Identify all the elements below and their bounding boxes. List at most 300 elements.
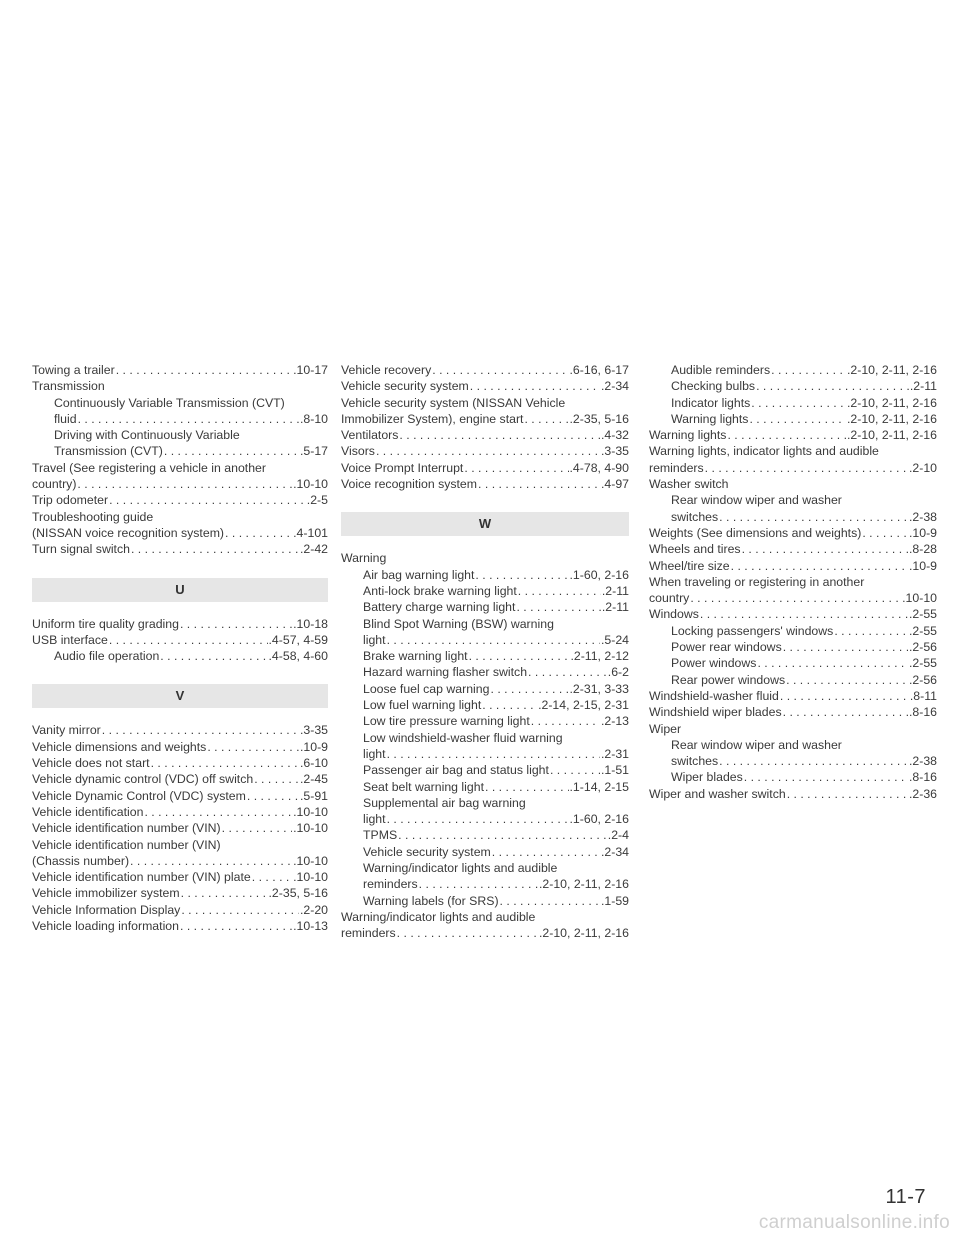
entry-text: Voice recognition system	[341, 477, 478, 492]
entry-text: Vehicle loading information	[32, 919, 179, 934]
dot-leader	[783, 704, 908, 720]
section-letter-header: U	[32, 578, 328, 602]
index-entry	[341, 427, 629, 443]
page-reference: .4-78, 4-90	[569, 460, 629, 475]
page-reference: .2-13	[600, 714, 629, 729]
index-entry	[32, 541, 328, 557]
index-entry	[341, 925, 629, 941]
index-entry	[341, 550, 629, 566]
dot-leader	[399, 427, 600, 443]
entry-text: Hazard warning flasher switch	[363, 665, 528, 680]
entry-text: Audio file operation	[54, 649, 160, 664]
page-reference: .1-60, 2-16	[569, 812, 629, 827]
entry-text: Rear window wiper and washer	[671, 493, 842, 508]
entry-text: Low tire pressure warning light	[363, 714, 530, 729]
page-reference: .2-10	[908, 460, 937, 475]
entry-text: Blind Spot Warning (BSW) warning	[363, 616, 554, 631]
index-entry	[32, 739, 328, 755]
page-reference: .2-55	[908, 656, 937, 671]
entry-text: Power rear windows	[671, 640, 782, 655]
page-reference: .2-31, 3-33	[569, 681, 629, 696]
page-reference: .6-16, 6-17	[569, 363, 629, 377]
dot-leader	[387, 632, 600, 648]
index-subentry	[341, 762, 629, 778]
index-entry	[32, 632, 328, 648]
index-entry	[649, 721, 937, 737]
page-reference: .2-56	[908, 640, 937, 655]
index-entry	[32, 902, 328, 918]
page-reference: .2-34	[600, 844, 629, 859]
index-entry	[32, 525, 328, 541]
dot-leader	[780, 688, 909, 704]
index-entry	[32, 509, 328, 525]
dot-leader	[744, 769, 908, 785]
page-reference: .4-101	[293, 525, 328, 540]
dot-leader	[786, 672, 908, 688]
index-subentry	[32, 427, 328, 443]
entry-text: Transmission	[32, 379, 105, 394]
page-reference: .8-16	[908, 705, 937, 720]
page-reference: .4-58, 4-60	[268, 649, 328, 664]
section-letter-header: W	[341, 512, 629, 536]
dot-leader	[518, 583, 601, 599]
entry-text: Wheel/tire size	[649, 558, 730, 573]
entry-text: Wiper and washer switch	[649, 786, 786, 801]
entry-text: Indicator lights	[671, 395, 751, 410]
entry-text: Vehicle recovery	[341, 363, 432, 377]
index-entry	[32, 476, 328, 492]
entry-text: TPMS	[363, 828, 398, 843]
index-entry	[341, 362, 629, 378]
page-reference: .6-2	[607, 665, 629, 680]
dot-leader	[247, 788, 299, 804]
dot-leader	[164, 443, 299, 459]
page-reference: .10-10	[293, 477, 328, 492]
index-subentry	[32, 411, 328, 427]
dot-leader	[834, 623, 908, 639]
page-reference: .10-13	[293, 919, 328, 934]
index-subentry	[649, 769, 937, 785]
dot-leader	[469, 648, 570, 664]
index-subentry	[341, 632, 629, 648]
page-reference: .5-17	[299, 444, 328, 459]
page-reference: .1-14, 2-15	[569, 779, 629, 794]
entry-text: Warning lights, indicator lights and audible	[649, 444, 879, 459]
page-reference: .10-10	[293, 853, 328, 868]
page-reference: .2-31	[600, 746, 629, 761]
dot-leader	[181, 902, 299, 918]
dot-leader	[102, 722, 299, 738]
entry-text: Windows	[649, 607, 699, 622]
index-subentry	[32, 395, 328, 411]
page-reference: .3-35	[600, 444, 629, 459]
entry-text: Vehicle Dynamic Control (VDC) system	[32, 788, 246, 803]
dot-leader	[398, 827, 607, 843]
index-entry	[32, 722, 328, 738]
entry-text: Vehicle security system (NISSAN Vehicle	[341, 395, 566, 410]
index-entry	[32, 837, 328, 853]
index-entry	[341, 909, 629, 925]
index-subentry	[341, 811, 629, 827]
dot-leader	[151, 755, 299, 771]
page-reference: .10-17	[293, 363, 328, 377]
index-entry	[32, 362, 328, 378]
entry-text: Vehicle security system	[363, 844, 491, 859]
page-reference: .10-10	[293, 821, 328, 836]
index-entry	[341, 443, 629, 459]
entry-text: When traveling or registering in another	[649, 574, 865, 589]
index-column-2	[341, 362, 629, 942]
dot-leader	[387, 746, 600, 762]
index-entry	[649, 476, 937, 492]
dot-leader	[757, 655, 908, 671]
index-subentry	[649, 672, 937, 688]
index-subentry	[649, 362, 937, 378]
dot-leader	[492, 844, 600, 860]
dot-leader	[490, 681, 568, 697]
page-reference: .2-14, 2-15, 2-31	[538, 698, 629, 713]
index-entry	[649, 525, 937, 541]
entry-text: Uniform tire quality grading	[32, 616, 179, 631]
entry-text: Washer switch	[649, 477, 729, 492]
dot-leader	[180, 918, 292, 934]
dot-leader	[387, 811, 569, 827]
index-entry	[32, 460, 328, 476]
entry-text: Rear window wiper and washer	[671, 737, 842, 752]
page-reference: .2-10, 2-11, 2-16	[846, 428, 937, 443]
entry-text: Voice Prompt Interrupt	[341, 460, 464, 475]
index-entry	[649, 574, 937, 590]
entry-text: Warning lights	[671, 411, 749, 426]
dot-leader	[742, 541, 908, 557]
entry-text: Battery charge warning light	[363, 600, 516, 615]
entry-text: Brake warning light	[363, 649, 468, 664]
index-entry	[649, 541, 937, 557]
entry-text: Vehicle immobilizer system	[32, 886, 180, 901]
entry-text: Anti-lock brake warning light	[363, 583, 517, 598]
dot-leader	[78, 411, 299, 427]
page-reference: .2-34	[600, 379, 629, 394]
entry-text: Weights (See dimensions and weights)	[649, 525, 862, 540]
page-reference: .2-10, 2-11, 2-16	[538, 877, 629, 892]
index-subentry	[649, 655, 937, 671]
page-reference: .10-10	[293, 870, 328, 885]
entry-text: light	[363, 632, 386, 647]
dot-leader	[225, 525, 292, 541]
dot-leader	[478, 476, 600, 492]
page-reference: .1-59	[600, 893, 629, 908]
dot-leader	[531, 713, 600, 729]
dot-leader	[116, 362, 292, 378]
index-subentry	[341, 599, 629, 615]
index-entry	[341, 460, 629, 476]
entry-text: Vehicle identification	[32, 804, 144, 819]
entry-text: Warning labels (for SRS)	[363, 893, 499, 908]
dot-leader	[700, 606, 908, 622]
entry-text: Turn signal switch	[32, 542, 130, 557]
entry-text: Checking bulbs	[671, 379, 756, 394]
entry-text: Wheels and tires	[649, 542, 741, 557]
entry-text: Low fuel warning light	[363, 698, 482, 713]
dot-leader	[252, 869, 292, 885]
index-subentry	[649, 509, 937, 525]
index-entry	[649, 460, 937, 476]
dot-leader	[485, 779, 569, 795]
index-subentry	[649, 737, 937, 753]
index-entry	[32, 755, 328, 771]
entry-text: (NISSAN voice recognition system)	[32, 525, 225, 540]
entry-text: Warning	[341, 551, 387, 566]
index-subentry	[32, 443, 328, 459]
index-subentry	[649, 492, 937, 508]
page-reference: .2-38	[908, 509, 937, 524]
page-reference: .2-38	[908, 754, 937, 769]
index-entry	[649, 427, 937, 443]
entry-text: Troubleshooting guide	[32, 509, 154, 524]
entry-text: Low windshield-washer fluid warning	[363, 730, 563, 745]
dot-leader	[719, 753, 908, 769]
entry-text: Vehicle does not start	[32, 756, 150, 771]
index-subentry	[341, 876, 629, 892]
entry-text: Wiper blades	[671, 770, 743, 785]
entry-text: switches	[671, 509, 719, 524]
dot-leader	[751, 395, 846, 411]
dot-leader	[207, 739, 299, 755]
page-reference: .10-10	[293, 804, 328, 819]
entry-text: Locking passengers' windows	[671, 623, 834, 638]
entry-text: Vehicle dynamic control (VDC) off switch	[32, 772, 254, 787]
entry-text: Vanity mirror	[32, 723, 101, 738]
entry-text: Wiper	[649, 721, 682, 736]
dot-leader	[727, 427, 846, 443]
index-subentry	[649, 378, 937, 394]
index-entry	[341, 411, 629, 427]
index-subentry	[649, 395, 937, 411]
dot-leader	[180, 616, 292, 632]
index-subentry	[649, 411, 937, 427]
index-subentry	[341, 697, 629, 713]
page-reference: .2-45	[299, 772, 328, 787]
index-subentry	[649, 639, 937, 655]
entry-text: Ventilators	[341, 428, 399, 443]
page-reference: .10-9	[908, 525, 937, 540]
dot-leader	[130, 853, 292, 869]
entry-text: Vehicle identification number (VIN)	[32, 821, 221, 836]
page-reference: .2-5	[306, 493, 328, 508]
index-entry	[649, 786, 937, 802]
page-reference: .4-32	[600, 428, 629, 443]
index-entry	[649, 590, 937, 606]
page-reference: .2-11	[601, 600, 629, 615]
entry-text: Transmission (CVT)	[54, 444, 163, 459]
page-reference: .8-28	[908, 542, 937, 557]
entry-text: Immobilizer System), engine start	[341, 411, 524, 426]
entry-text: Vehicle dimensions and weights	[32, 739, 207, 754]
dot-leader	[756, 378, 909, 394]
page-reference: .2-55	[908, 623, 937, 638]
entry-text: Vehicle security system	[341, 379, 469, 394]
entry-text: Vehicle Information Display	[32, 902, 181, 917]
index-entry	[32, 771, 328, 787]
entry-text: Loose fuel cap warning	[363, 681, 490, 696]
dot-leader	[254, 771, 299, 787]
page-reference: .4-57, 4-59	[268, 632, 328, 647]
page-reference: .10-18	[293, 616, 328, 631]
dot-leader	[432, 362, 568, 378]
page-reference: .2-10, 2-11, 2-16	[846, 395, 937, 410]
entry-text: Passenger air bag and status light	[363, 763, 549, 778]
index-entry	[32, 616, 328, 632]
page-reference: .2-20	[299, 902, 328, 917]
entry-text: reminders	[363, 877, 418, 892]
entry-text: Vehicle identification number (VIN) plate	[32, 870, 251, 885]
dot-leader	[109, 492, 306, 508]
dot-leader	[475, 567, 568, 583]
index-entry	[32, 918, 328, 934]
index-entry	[649, 558, 937, 574]
dot-leader	[181, 885, 268, 901]
watermark: carmanualsonline.info	[758, 1212, 950, 1233]
dot-leader	[783, 639, 908, 655]
entry-text: Windshield-washer fluid	[649, 688, 779, 703]
index-entry	[649, 443, 937, 459]
entry-text: Visors	[341, 444, 375, 459]
page-reference: .8-10	[299, 411, 328, 426]
page-reference: .1-51	[600, 763, 629, 778]
index-entry	[341, 476, 629, 492]
index-entry	[32, 820, 328, 836]
entry-text: Warning/indicator lights and audible	[341, 909, 536, 924]
index-subentry	[649, 623, 937, 639]
index-subentry	[341, 746, 629, 762]
page-reference: .10-10	[902, 591, 937, 606]
index-subentry	[32, 648, 328, 664]
index-subentry	[341, 616, 629, 632]
dot-leader	[516, 599, 600, 615]
entry-text: country)	[32, 477, 77, 492]
dot-leader	[731, 558, 908, 574]
page-number: 11-7	[885, 1186, 926, 1208]
index-subentry	[341, 664, 629, 680]
dot-leader	[771, 362, 846, 378]
entry-text: Seat belt warning light	[363, 779, 484, 794]
page-reference: .2-10, 2-11, 2-16	[846, 411, 937, 426]
page-reference: .4-97	[600, 477, 629, 492]
page-reference: .2-10, 2-11, 2-16	[846, 363, 937, 377]
index-entry	[32, 853, 328, 869]
entry-text: (Chassis number)	[32, 853, 130, 868]
index-column-3	[649, 362, 937, 802]
dot-leader	[719, 509, 908, 525]
dot-leader	[482, 697, 537, 713]
entry-text: country	[649, 591, 690, 606]
dot-leader	[524, 411, 568, 427]
entry-text: light	[363, 746, 386, 761]
entry-text: Continuously Variable Transmission (CVT)	[54, 395, 285, 410]
index-entry	[32, 378, 328, 394]
index-entry	[32, 869, 328, 885]
entry-text: Air bag warning light	[363, 567, 475, 582]
page-reference: .3-35	[299, 723, 328, 738]
index-entry	[649, 606, 937, 622]
index-column-1	[32, 362, 328, 934]
page-reference: .2-11	[909, 379, 937, 394]
entry-text: fluid	[54, 411, 77, 426]
index-entry	[649, 704, 937, 720]
page-reference: .2-35, 5-16	[268, 886, 328, 901]
index-subentry	[341, 567, 629, 583]
dot-leader	[550, 762, 600, 778]
dot-leader	[500, 893, 600, 909]
index-entry	[341, 378, 629, 394]
dot-leader	[160, 648, 267, 664]
entry-text: Audible reminders	[671, 363, 771, 377]
page-reference: .6-10	[299, 756, 328, 771]
entry-text: reminders	[341, 926, 396, 941]
dot-leader	[862, 525, 908, 541]
entry-text: USB interface	[32, 632, 108, 647]
index-entry	[32, 885, 328, 901]
dot-leader	[464, 460, 568, 476]
entry-text: Travel (See registering a vehicle in another	[32, 460, 266, 475]
dot-leader	[376, 443, 600, 459]
entry-text: Vehicle identification number (VIN)	[32, 837, 221, 852]
index-subentry	[341, 893, 629, 909]
page-reference: .2-11	[601, 583, 629, 598]
dot-leader	[131, 541, 299, 557]
index-subentry	[341, 860, 629, 876]
entry-text: reminders	[649, 460, 704, 475]
index-subentry	[341, 583, 629, 599]
entry-text: Windshield wiper blades	[649, 705, 782, 720]
dot-leader	[787, 786, 908, 802]
entry-text: Power windows	[671, 656, 757, 671]
entry-text: switches	[671, 754, 719, 769]
index-subentry	[341, 827, 629, 843]
dot-leader	[144, 804, 292, 820]
page-reference: .10-9	[299, 739, 328, 754]
index-entry	[341, 395, 629, 411]
dot-leader	[397, 925, 538, 941]
page-reference: .2-36	[908, 786, 937, 801]
entry-text: Driving with Continuously Variable	[54, 428, 240, 443]
dot-leader	[222, 820, 292, 836]
index-entry	[32, 804, 328, 820]
index-subentry	[649, 753, 937, 769]
page-reference: .5-24	[600, 632, 629, 647]
index-subentry	[341, 681, 629, 697]
page-reference: .2-55	[908, 607, 937, 622]
page-reference: .1-60, 2-16	[569, 567, 629, 582]
index-entry	[32, 492, 328, 508]
dot-leader	[77, 476, 292, 492]
index-subentry	[341, 713, 629, 729]
dot-leader	[470, 378, 600, 394]
entry-text: Supplemental air bag warning	[363, 795, 526, 810]
entry-text: Warning/indicator lights and audible	[363, 861, 558, 876]
page-reference: .2-4	[607, 828, 629, 843]
index-subentry	[341, 795, 629, 811]
entry-text: Towing a trailer	[32, 363, 115, 377]
entry-text: Warning lights	[649, 428, 727, 443]
entry-text: Trip odometer	[32, 493, 109, 508]
index-subentry	[341, 844, 629, 860]
section-letter-header: V	[32, 684, 328, 708]
page-reference: .10-9	[908, 558, 937, 573]
page-reference: .2-10, 2-11, 2-16	[538, 926, 629, 941]
page-reference: .8-11	[909, 688, 937, 703]
index-subentry	[341, 779, 629, 795]
